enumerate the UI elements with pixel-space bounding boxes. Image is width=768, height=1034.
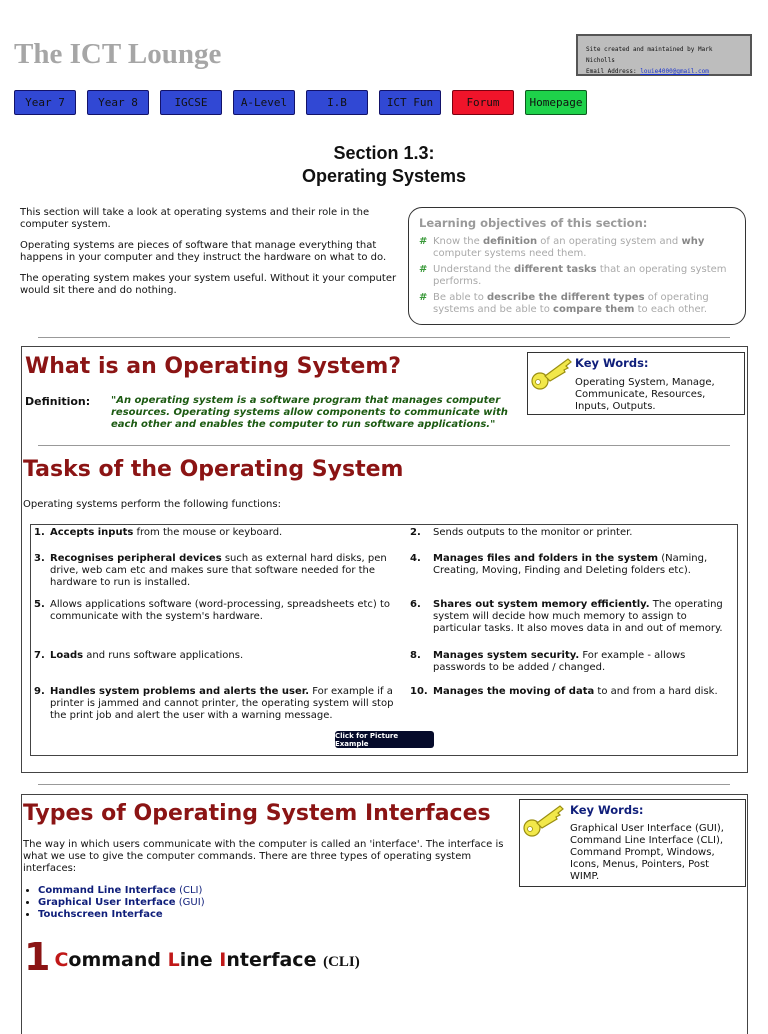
site-credit-stamp [576,34,752,76]
intro-paragraph-1: This section will take a look at operating systems and their role in the computer system. [20,207,370,230]
email-link[interactable]: louie4000@gmail.com [640,68,709,75]
definition-text: "An operating system is a software program that manages computer resources. Operating systems allow components to communicate with each other and enables the computer to run software applications." [111,395,508,430]
nav-alevel-button[interactable]: A-Level [233,90,295,115]
task-item: 3. Recognises peripheral devices such as external hard disks, pen drive, web cam etc and makes sure that software needed for the hardware to run is installed. [34,553,387,588]
nav-ib-button[interactable]: I.B [306,90,368,115]
main-nav [14,90,587,115]
nav-year7-button[interactable]: Year 7 [14,90,76,115]
learning-objectives-box [408,207,746,325]
section-name: Operating Systems [301,166,467,186]
learning-objectives-title: Learning objectives of this section: [419,216,648,230]
interface-item: • Touchscreen Interface [38,909,424,921]
email-label: Email Address: [586,68,637,75]
key-words-box [527,352,745,415]
key-words-title: Key Words: [570,803,644,817]
definition-label: Definition: [25,395,91,408]
interfaces-intro: The way in which users communicate with the computer is called an 'interface'. The interface is what we use to give the computer commands. There are three types of operating system interfaces: [23,839,504,874]
hash-bullet-icon: # [419,236,428,247]
task-item: 9. Handles system problems and alerts the user. For example if a printer is jammed and cannot printer, the operating system will stop the print job and alert the user with a warning message. [34,686,394,721]
intro-text [20,207,405,297]
divider [38,784,730,785]
credit-line: Site created and maintained by Mark Nicholls [586,46,713,64]
hash-bullet-icon: # [419,264,428,275]
intro-paragraph-3: The operating system makes your system useful. Without it your computer would sit there and do nothing. [20,273,397,296]
picture-example-button[interactable]: Click for Picture Example [335,731,434,748]
nav-year8-button[interactable]: Year 8 [87,90,149,115]
key-icon [530,355,574,391]
divider [38,337,730,338]
interfaces-list [24,885,424,921]
task-item: 6. Shares out system memory efficiently. The operating system will decide how much memory to assign to particular tasks. It also moves data in and out of memory. [410,599,723,634]
nav-homepage-button[interactable]: Homepage [525,90,587,115]
nav-igcse-button[interactable]: IGCSE [160,90,222,115]
task-item: 8. Manages system security. For example - allows passwords to be added / changed. [410,650,686,673]
cli-heading [24,935,360,979]
nav-ictfun-button[interactable]: ICT Fun [379,90,441,115]
number-one-graphic: 1 [24,935,51,979]
nav-forum-button[interactable]: Forum [452,90,514,115]
hash-bullet-icon: # [419,292,428,303]
tasks-intro: Operating systems perform the following functions: [23,499,281,510]
what-is-os-heading: What is an Operating System? [25,354,402,379]
objective-item: # Be able to describe the different types of operating systems and be able to compare them to each other. [419,292,709,315]
task-item: 10. Manages the moving of data to and from a hard disk. [410,686,718,697]
task-item: 7. Loads and runs software applications. [34,650,244,661]
key-words-title: Key Words: [575,356,649,370]
key-words-text: Operating System, Manage, Communicate, Resources, Inputs, Outputs. [575,377,715,412]
interface-item: • Command Line Interface (CLI) [38,885,424,897]
task-item: 2. Sends outputs to the monitor or printer. [410,527,633,538]
objective-item: # Know the definition of an operating system and why computer systems need them. [419,236,705,259]
key-icon [522,802,566,838]
divider [38,445,730,446]
task-item: 5. Allows applications software (word-processing, spreadsheets etc) to communicate with the system's hardware. [34,599,391,622]
cli-title: Command Line Interface (CLI) [54,949,360,971]
task-item: 4. Manages files and folders in the system (Naming, Creating, Moving, Finding and Deleting folders etc). [410,553,708,576]
key-words-box [519,799,746,887]
interfaces-heading: Types of Operating System Interfaces [23,801,491,826]
site-title: The ICT Lounge [14,38,222,70]
interface-item: • Graphical User Interface (GUI) [38,897,424,909]
task-item: 1. Accepts inputs from the mouse or keyboard. [34,527,283,538]
intro-paragraph-2: Operating systems are pieces of software that manage everything that happens in your computer and they instruct the hardware on what to do. [20,240,387,263]
objective-item: # Understand the different tasks that an operating system performs. [419,264,727,287]
key-words-text: Graphical User Interface (GUI), Command Line Interface (CLI), Command Prompt, Windows, Icons, Menus, Pointers, Post WIMP. [570,823,724,882]
section-number: Section 1.3: [333,143,435,163]
tasks-heading: Tasks of the Operating System [23,457,404,482]
